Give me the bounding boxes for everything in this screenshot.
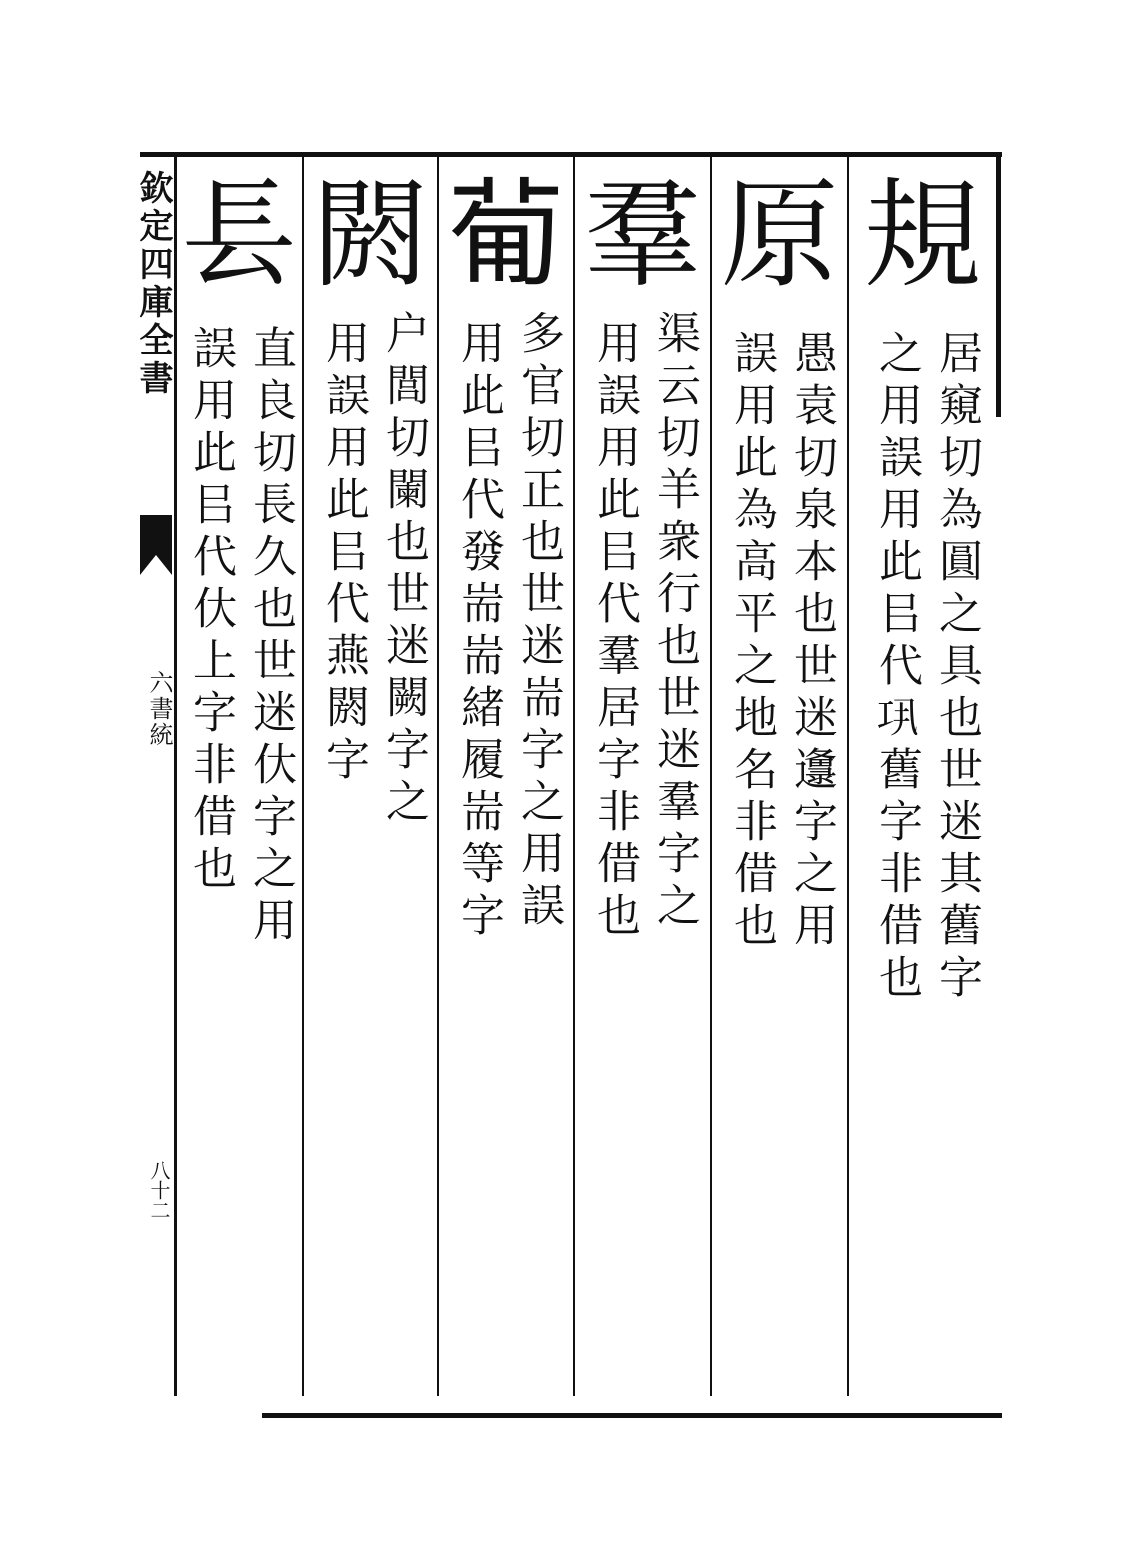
spine-section-title: 六書統 [145, 670, 173, 748]
entry [575, 160, 710, 1390]
entry [304, 160, 437, 1390]
entry-main-text: 居窺切為圓之具也世迷其舊字 [931, 330, 982, 1006]
entry [439, 160, 573, 1390]
entry [177, 160, 302, 1390]
entry-main-text: 愚袁切泉本也世迷邍字之用 [786, 330, 837, 954]
seal-character: 羣 [583, 166, 702, 304]
frame-top-rule [140, 152, 1002, 157]
entry-main-text: 渠云切羊衆行也世迷羣字之 [649, 310, 700, 934]
entry-annotation-text: 之用誤用此㠯代𢀜舊字非借也 [871, 330, 922, 1006]
frame-right-rule [996, 152, 1001, 417]
entry-annotation-text: 用此㠯代發耑耑緒履耑等字 [453, 320, 504, 944]
seal-character: 镸 [180, 166, 299, 304]
entry-main-text: 直良切長久也世迷㐲字之用 [245, 325, 296, 949]
spine-book-title: 欽定四庫全書 [133, 170, 173, 398]
entry [849, 160, 996, 1390]
entry-annotation-text: 用誤用此㠯代羣居字非借也 [589, 320, 640, 944]
spine-page-number: 八十二 [147, 1160, 171, 1220]
entry-main-text: 户閭切闌也世迷闕字之 [378, 310, 429, 830]
entry-annotation-text: 誤用此為高平之地名非借也 [726, 330, 777, 954]
entry [712, 160, 847, 1390]
seal-character: 原 [720, 166, 839, 304]
seal-character: 規 [863, 166, 982, 304]
frame-bottom-rule [262, 1413, 1002, 1418]
entry-annotation-text: 用誤用此㠯代燕閼字 [318, 320, 369, 788]
seal-character: 閼 [311, 166, 430, 304]
fish-tail-mark [138, 515, 174, 585]
seal-character: 𤰈 [446, 166, 565, 304]
entry-annotation-text: 誤用此㠯代㐲上字非借也 [185, 325, 236, 897]
entry-main-text: 多官切正也世迷耑字之用誤 [513, 310, 564, 934]
